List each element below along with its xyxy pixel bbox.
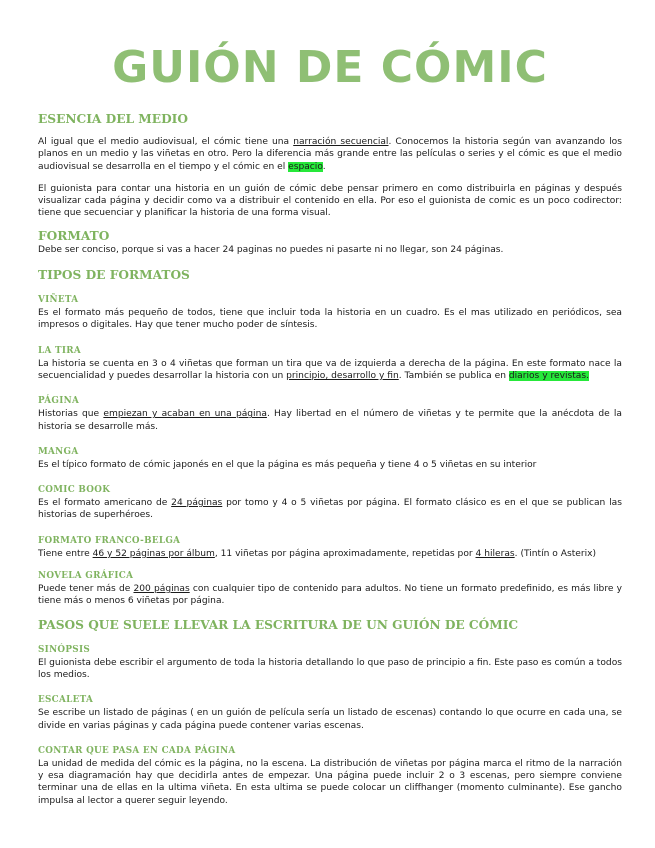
heading-tipos: TIPOS DE FORMATOS: [38, 268, 190, 283]
paragraph-comic-book: [38, 497, 622, 522]
paragraph-esencia-2: El guionista para contar una historia en un guión de cómic debe pensar primero en como distribuirla en páginas y después visualizar cada página y decidir como va a distribuir el contenido en ella. Por eso el guionista de comic es un poco codirector: tiene que secuenciar y planificar la historia de una forma visual.: [38, 183, 622, 219]
underlined-text: 4 hileras: [475, 548, 515, 559]
underlined-text: 24 páginas: [171, 498, 223, 509]
text: . Conocemos la historia según van avanzando los planos en un medio y las viñetas en otro. Pero la diferencia más grande entre las películas o series y el cómic es que el medio audiovisual se desarrolla en el tiempo y el cómic en el: [38, 137, 622, 172]
text: Tiene entre: [38, 548, 93, 559]
highlighted-text: .: [586, 370, 590, 381]
text: Es el formato americano de: [38, 498, 172, 509]
subheading-sinopsis: SINÓPSIS: [38, 644, 91, 655]
heading-formato: FORMATO: [38, 228, 110, 243]
underlined-text: narración secuencial: [293, 137, 389, 147]
subheading-escaleta: ESCALETA: [38, 695, 94, 706]
text: Historias que: [38, 409, 104, 420]
text: Puede tener más de: [38, 584, 134, 595]
underlined-text: empiezan y acaban en una página: [103, 409, 267, 420]
subheading-comic-book: COMIC BOOK: [38, 485, 111, 496]
paragraph-franco-belga: [38, 548, 622, 560]
text: . Hay libertad en el número de viñetas y te permite que la anécdota de la historia se desarrolle más.: [38, 409, 622, 432]
text: .: [322, 161, 326, 172]
heading-pasos: PASOS QUE SUELE LLEVAR LA ESCRITURA DE UN GUIÓN DE CÓMIC: [38, 617, 519, 632]
subheading-manga: MANGA: [38, 446, 79, 457]
subheading-pagina: PÁGINA: [38, 396, 80, 407]
paragraph-escaleta: Se escribe un listado de páginas ( en un guión de película sería un listado de escenas) contando lo que ocurre en cada una, se divide en varias páginas y cada página puede contener varias escenas.: [38, 708, 622, 731]
text: . También se publica en: [398, 370, 509, 381]
text: . (Tintín o Asterix): [514, 548, 597, 559]
paragraph-vineta: Es el formato más pequeño de todos, tiene que incluir toda la historia en un cuadro. Es el mas utilizado en periódicos, sea impresos o digitales. Hay que tener mucho poder de síntesis.: [38, 308, 622, 331]
text: con cualquier tipo de contenido para adultos. No tiene un formato predefinido, es más libre y tiene más o menos 6 viñetas por página.: [38, 584, 623, 607]
paragraph-formato: Debe ser conciso, porque si vas a hacer 24 paginas no puedes ni pasarte ni no llegar, son 24 páginas.: [38, 244, 504, 255]
underlined-text: 200 páginas: [133, 584, 190, 595]
highlighted-text: diarios y revistas: [508, 370, 587, 381]
paragraph-esencia-1: [38, 136, 622, 173]
paragraph-manga: Es el típico formato de cómic japonés en el que la página es más pequeña y tiene 4 o 5 viñetas en su interior: [38, 459, 537, 470]
paragraph-sinopsis: El guionista debe escribir el argumento de toda la historia detallando lo que paso de principio a fin. Este paso es común a todos los medios.: [38, 657, 622, 680]
document-title: GUIÓN DE CÓMIC: [112, 42, 548, 93]
subheading-contar: CONTAR QUE PASA EN CADA PÁGINA: [38, 745, 236, 756]
paragraph-tira: [38, 358, 622, 383]
subheading-tira: LA TIRA: [38, 345, 81, 356]
subheading-franco-belga: FORMATO FRANCO-BELGA: [38, 535, 181, 546]
text: por tomo y 4 o 5 viñetas por página. El formato clásico es en el que se publican las historias de superhéroes.: [38, 498, 622, 521]
highlighted-text: espacio: [288, 161, 323, 172]
subheading-novela-grafica: NOVELA GRÁFICA: [38, 571, 134, 582]
heading-esencia: ESENCIA DEL MEDIO: [38, 112, 188, 126]
text: La historia se cuenta en 3 o 4 viñetas que forman un tira que va de izquierda a derecha de la página. En este formato nace la secuencialidad y puedes desarrollar la historia con un: [38, 358, 622, 381]
text: , 11 viñetas por página aproximadamente, repetidas por: [214, 548, 476, 559]
subheading-vineta: VIÑETA: [38, 295, 79, 306]
paragraph-novela-grafica: [38, 583, 622, 608]
paragraph-pagina: [38, 408, 622, 433]
text: Al igual que el medio audiovisual, el cómic tiene una: [38, 137, 294, 147]
underlined-text: principio, desarrollo y fin: [286, 370, 399, 381]
underlined-text: 46 y 52 páginas por álbum: [92, 548, 215, 559]
paragraph-contar: La unidad de medida del cómic es la página, no la escena. La distribución de viñetas por página marca el ritmo de la narración y esa diagramación hay que decidirla antes de empezar. Una página puede incluir 2 o 3 escenas, pero siempre conviene terminar una de ellas en la ultima viñeta. En esta ultima se puede colocar un cliffhanger (momento culminante). Ese gancho impulsa al lector a querer seguir leyendo.: [38, 758, 622, 806]
